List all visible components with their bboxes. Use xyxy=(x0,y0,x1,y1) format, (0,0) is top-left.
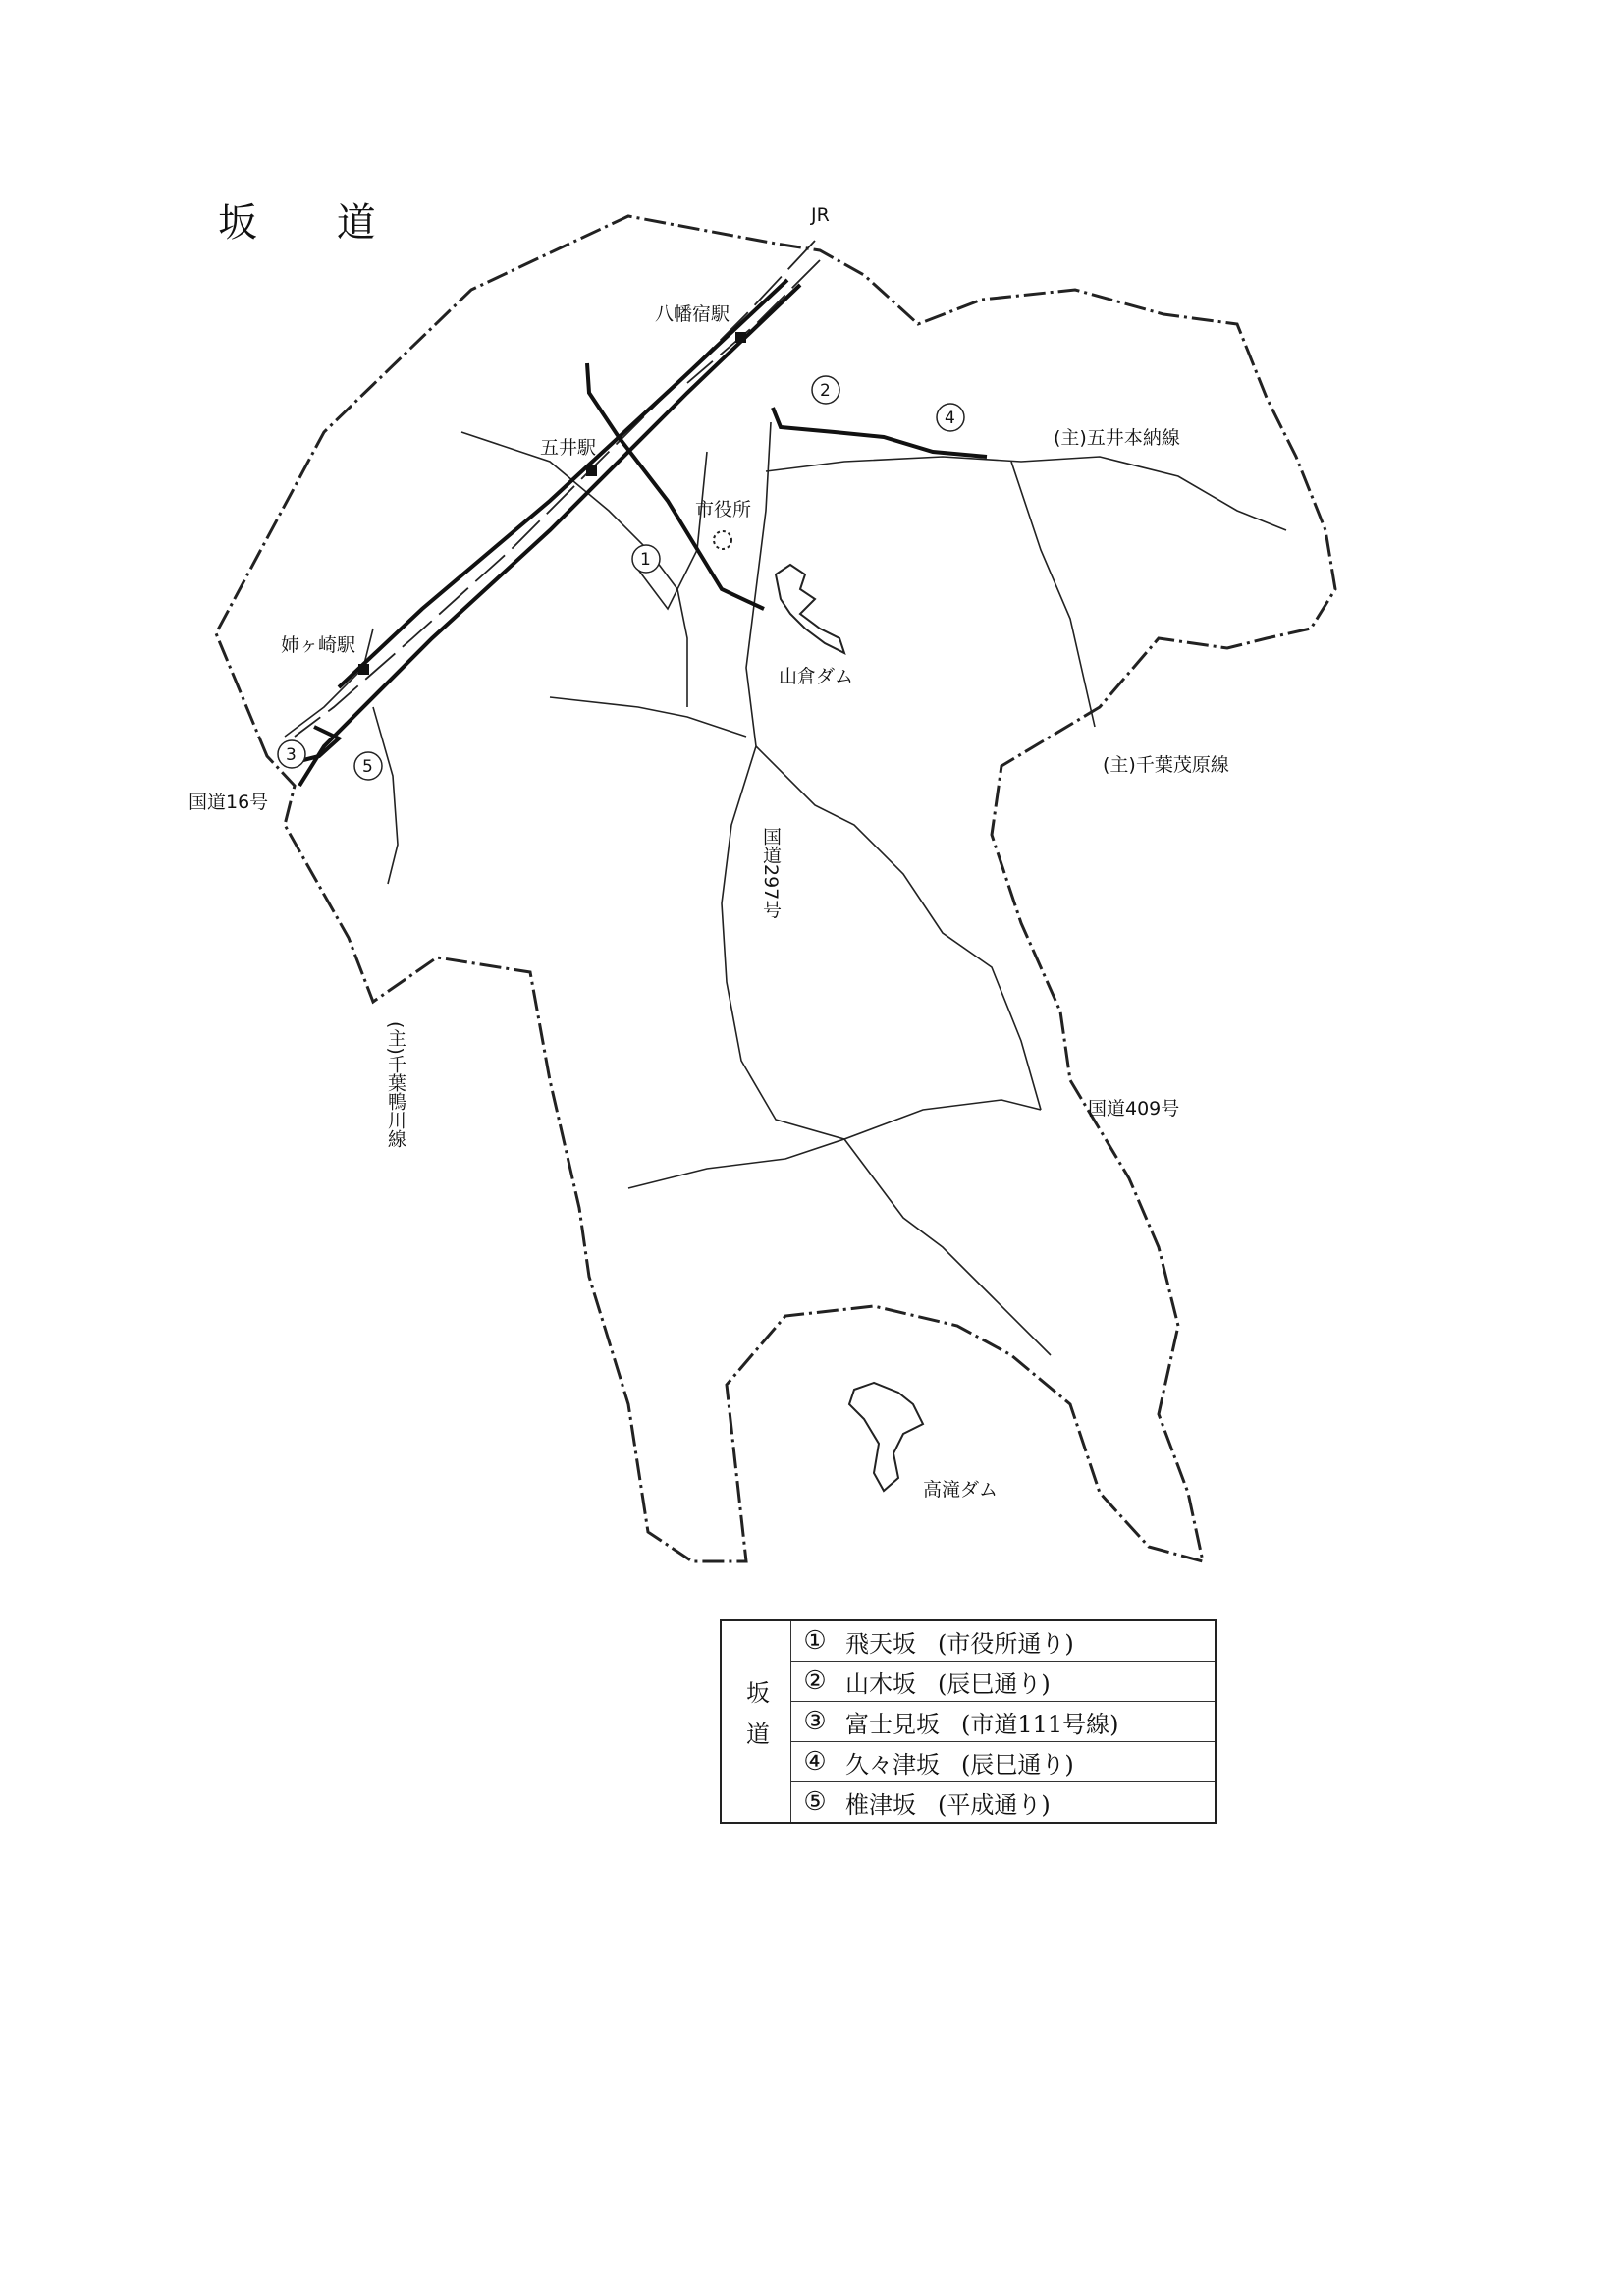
yamakura-dam-shape xyxy=(776,565,844,653)
legend-number: ③ xyxy=(791,1702,839,1742)
route409-label: 国道409号 xyxy=(1088,1098,1180,1120)
yawata-station-label: 八幡宿駅 xyxy=(655,303,730,325)
yawata-station-marker xyxy=(735,332,746,343)
railways xyxy=(295,241,820,737)
takataki-dam-shape xyxy=(849,1383,923,1491)
legend-row xyxy=(721,1782,1216,1824)
legend-row xyxy=(721,1620,1216,1662)
route297-line xyxy=(722,422,1041,1139)
marker-3-label: 3 xyxy=(286,745,297,765)
goi-station-label: 五井駅 xyxy=(540,437,597,459)
slope-road: (市役所通り) xyxy=(938,1629,1074,1658)
legend-number: ④ xyxy=(791,1742,839,1782)
legend-category: 坂道 xyxy=(721,1620,791,1823)
slope-diagonal-2 xyxy=(339,280,787,687)
marker-2-label: 2 xyxy=(820,381,831,401)
slope-roads xyxy=(299,280,987,786)
jr-line xyxy=(295,241,815,737)
slope-road: (平成通り) xyxy=(938,1790,1051,1819)
slope-name: 椎津坂 xyxy=(845,1790,916,1819)
chiba-kamogawa-road xyxy=(373,707,398,884)
slope-name: 富士見坂 xyxy=(845,1710,940,1738)
goi-station-marker xyxy=(586,465,597,476)
slope-road: (辰巳通り) xyxy=(961,1750,1074,1778)
takataki-dam-label: 高滝ダム xyxy=(923,1479,999,1501)
route16-label: 国道16号 xyxy=(189,792,269,813)
route297-label: 国道297号 xyxy=(760,827,782,919)
legend-name xyxy=(839,1742,1217,1782)
anegasaki-station-label: 姉ヶ崎駅 xyxy=(281,634,356,656)
legend-row xyxy=(721,1702,1216,1742)
goi-honno-line-label: (主)五井本納線 xyxy=(1054,427,1180,449)
chiba-mobara-line-label: (主)千葉茂原線 xyxy=(1103,754,1229,776)
legend-number: ⑤ xyxy=(791,1782,839,1824)
legend-row xyxy=(721,1742,1216,1782)
route409-line xyxy=(756,746,1041,1110)
hiten-zaka-road xyxy=(587,363,764,609)
slope-name: 山木坂 xyxy=(845,1669,916,1698)
roads xyxy=(285,422,1286,1355)
city-hall-label: 市役所 xyxy=(695,499,752,520)
jr-label: JR xyxy=(811,204,830,226)
west-road xyxy=(550,697,746,737)
legend-number: ① xyxy=(791,1620,839,1662)
south-road xyxy=(628,1139,1051,1355)
slope-name: 久々津坂 xyxy=(845,1750,940,1778)
city-hall-marker xyxy=(714,531,731,549)
slope-legend xyxy=(720,1619,1217,1824)
slope-road: (辰巳通り) xyxy=(938,1669,1051,1698)
anegasaki-station-marker xyxy=(358,664,369,675)
chiba-kamogawa-line-label: (主)千葉鴨川線 xyxy=(385,1021,406,1148)
legend-name xyxy=(839,1620,1217,1662)
legend-name xyxy=(839,1662,1217,1702)
chiba-mobara-road xyxy=(1011,462,1095,727)
slope-name: 飛天坂 xyxy=(845,1629,916,1658)
marker-5-label: 5 xyxy=(362,757,373,777)
legend-name xyxy=(839,1702,1217,1742)
marker-1-label: 1 xyxy=(640,550,651,570)
legend-number: ② xyxy=(791,1662,839,1702)
legend-row xyxy=(721,1662,1216,1702)
page-title: 坂 道 xyxy=(218,200,409,246)
goi-honno-road xyxy=(766,457,1286,530)
marker-4-label: 4 xyxy=(945,409,955,428)
yamakura-dam-label: 山倉ダム xyxy=(779,666,854,687)
slope-road: (市道111号線) xyxy=(961,1710,1119,1738)
legend-name xyxy=(839,1782,1217,1824)
